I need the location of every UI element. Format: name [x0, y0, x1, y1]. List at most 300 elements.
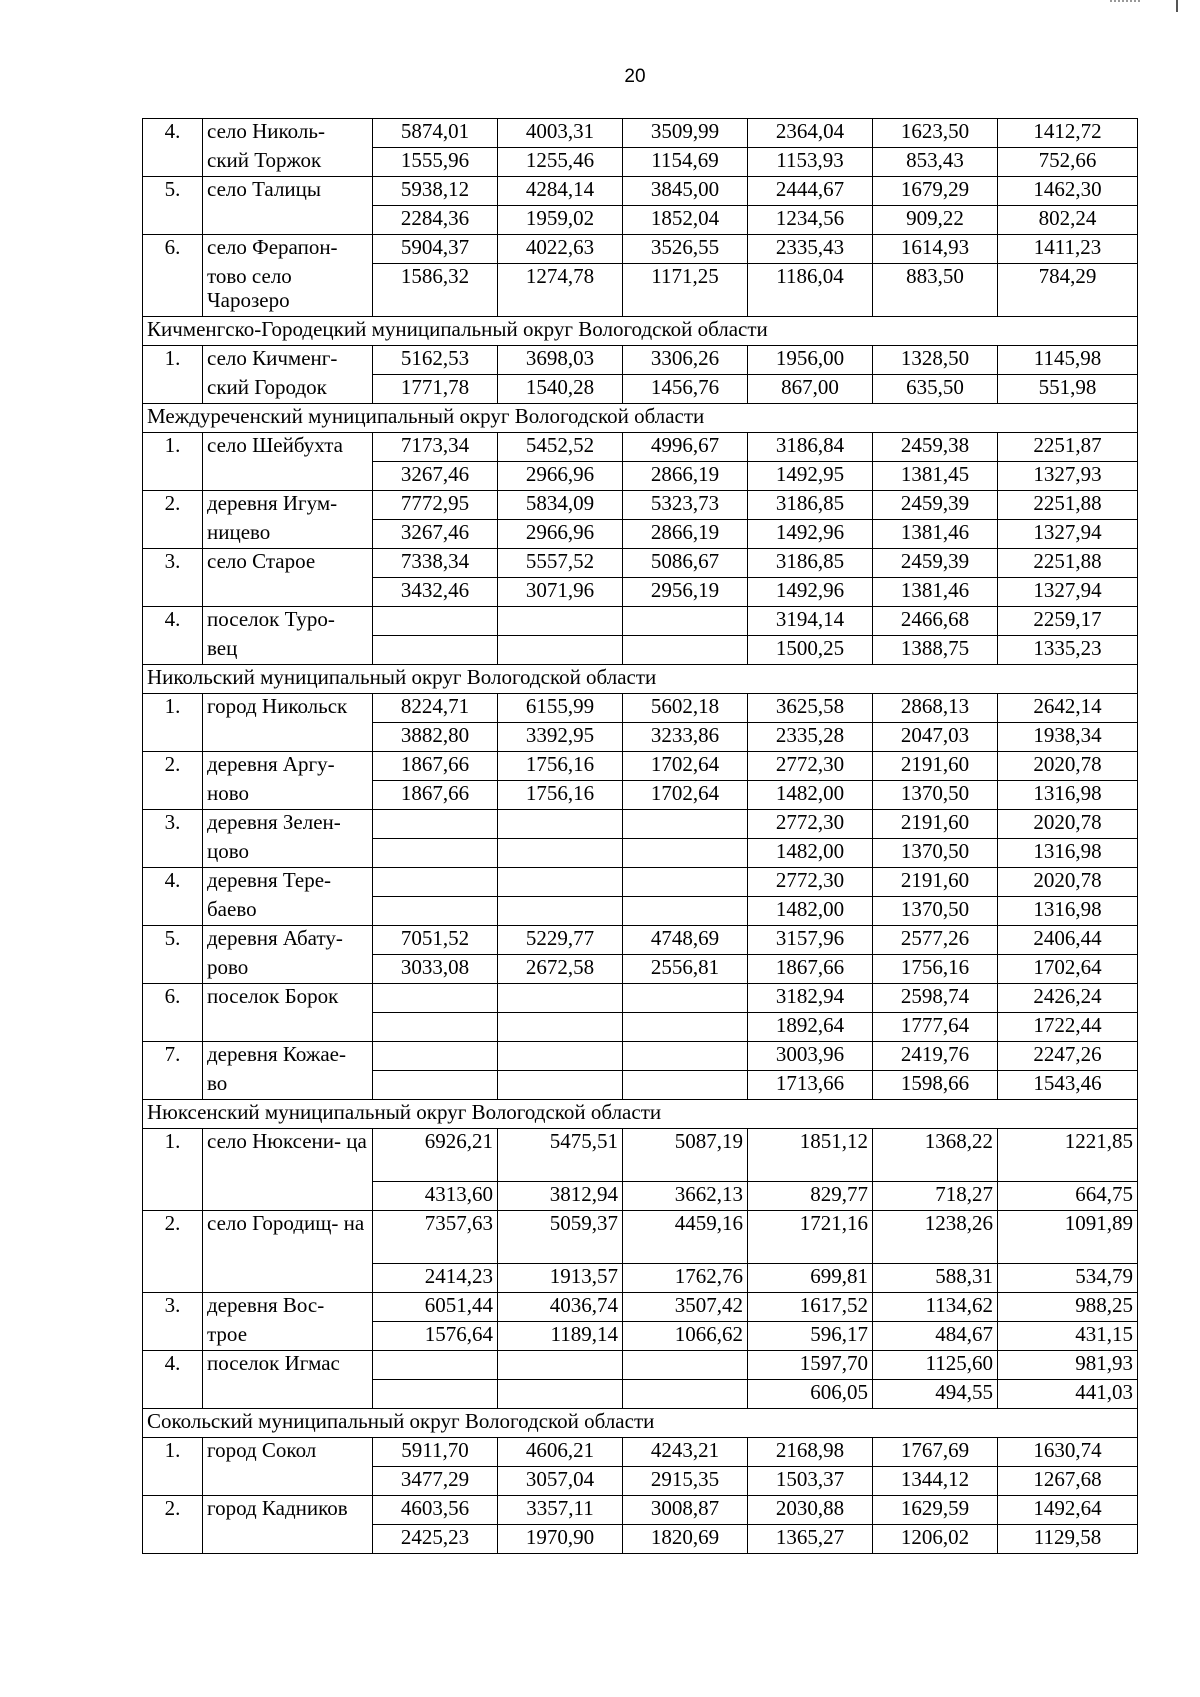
row-number: 6.	[143, 235, 203, 264]
value-cell: 1134,62	[873, 1293, 998, 1322]
settlement-name: село Николь-	[203, 119, 373, 148]
value-cell: 1482,00	[748, 839, 873, 868]
value-cell: 4313,60	[373, 1182, 498, 1211]
value-cell: 2466,68	[873, 607, 998, 636]
value-cell: 5874,01	[373, 119, 498, 148]
value-cell: 1186,04	[748, 264, 873, 317]
table-row	[143, 1525, 1138, 1554]
value-cell: 2459,39	[873, 549, 998, 578]
value-cell: 1153,93	[748, 148, 873, 177]
settlement-name: поселок Игмас	[203, 1351, 373, 1380]
value-cell: 1365,27	[748, 1525, 873, 1554]
settlement-name	[203, 578, 373, 607]
value-cell	[498, 636, 623, 665]
value-cell: 1129,58	[998, 1525, 1138, 1554]
value-cell: 2335,28	[748, 723, 873, 752]
table-row	[143, 752, 1138, 781]
value-cell: 1938,34	[998, 723, 1138, 752]
value-cell: 1388,75	[873, 636, 998, 665]
value-cell	[373, 636, 498, 665]
value-cell: 2030,88	[748, 1496, 873, 1525]
value-cell: 3882,80	[373, 723, 498, 752]
row-number	[143, 1182, 203, 1211]
table-row	[143, 868, 1138, 897]
value-cell: 1327,94	[998, 520, 1138, 549]
row-number: 6.	[143, 984, 203, 1013]
value-cell: 1702,64	[623, 781, 748, 810]
value-cell: 1274,78	[498, 264, 623, 317]
row-number: 1.	[143, 694, 203, 723]
value-cell	[373, 839, 498, 868]
value-cell: 1368,22	[873, 1129, 998, 1182]
settlement-name: трое	[203, 1322, 373, 1351]
value-cell: 484,67	[873, 1322, 998, 1351]
row-number	[143, 375, 203, 404]
value-cell: 6926,21	[373, 1129, 498, 1182]
row-number: 2.	[143, 752, 203, 781]
row-number	[143, 206, 203, 235]
value-cell: 3526,55	[623, 235, 748, 264]
value-cell: 3003,96	[748, 1042, 873, 1071]
value-cell	[498, 1380, 623, 1409]
settlement-name: деревня Аргу-	[203, 752, 373, 781]
value-cell: 2868,13	[873, 694, 998, 723]
table-row	[143, 1496, 1138, 1525]
value-cell: 2915,35	[623, 1467, 748, 1496]
value-cell: 431,15	[998, 1322, 1138, 1351]
settlement-name: село Городищ- на	[203, 1211, 373, 1264]
value-cell: 3157,96	[748, 926, 873, 955]
value-cell: 1970,90	[498, 1525, 623, 1554]
row-number	[143, 839, 203, 868]
row-number: 5.	[143, 926, 203, 955]
value-cell: 494,55	[873, 1380, 998, 1409]
value-cell: 8224,71	[373, 694, 498, 723]
value-cell: 2956,19	[623, 578, 748, 607]
row-number: 4.	[143, 868, 203, 897]
section-title: Междуреченский муниципальный округ Вологодской области	[143, 404, 1138, 433]
value-cell: 1956,00	[748, 346, 873, 375]
value-cell: 1206,02	[873, 1525, 998, 1554]
value-cell: 5452,52	[498, 433, 623, 462]
value-cell: 2459,38	[873, 433, 998, 462]
value-cell: 1820,69	[623, 1525, 748, 1554]
row-number	[143, 520, 203, 549]
table-row	[143, 346, 1138, 375]
value-cell: 1335,23	[998, 636, 1138, 665]
value-cell	[498, 839, 623, 868]
value-cell	[373, 1351, 498, 1380]
section-header-row	[143, 404, 1138, 433]
settlement-name	[203, 1013, 373, 1042]
section-title: Нюксенский муниципальный округ Вологодской области	[143, 1100, 1138, 1129]
settlement-name: ский Городок	[203, 375, 373, 404]
value-cell: 5086,67	[623, 549, 748, 578]
value-cell: 606,05	[748, 1380, 873, 1409]
value-cell: 2772,30	[748, 752, 873, 781]
value-cell: 2966,96	[498, 462, 623, 491]
value-cell: 3194,14	[748, 607, 873, 636]
settlement-name: деревня Зелен-	[203, 810, 373, 839]
table-row	[143, 520, 1138, 549]
settlement-name: деревня Игум-	[203, 491, 373, 520]
value-cell: 1702,64	[623, 752, 748, 781]
settlement-name: ново	[203, 781, 373, 810]
value-cell	[623, 839, 748, 868]
value-cell: 1756,16	[873, 955, 998, 984]
value-cell: 981,93	[998, 1351, 1138, 1380]
value-cell: 1586,32	[373, 264, 498, 317]
settlement-name	[203, 462, 373, 491]
value-cell: 1679,29	[873, 177, 998, 206]
value-cell: 3509,99	[623, 119, 748, 148]
value-cell: 1597,70	[748, 1351, 873, 1380]
value-cell: 5557,52	[498, 549, 623, 578]
value-cell: 988,25	[998, 1293, 1138, 1322]
value-cell: 2414,23	[373, 1264, 498, 1293]
value-cell: 1091,89	[998, 1211, 1138, 1264]
table-row	[143, 206, 1138, 235]
value-cell: 2772,30	[748, 868, 873, 897]
value-cell: 2191,60	[873, 810, 998, 839]
settlement-name: баево	[203, 897, 373, 926]
table-row	[143, 723, 1138, 752]
value-cell: 1255,46	[498, 148, 623, 177]
row-number	[143, 462, 203, 491]
value-cell: 1492,64	[998, 1496, 1138, 1525]
value-cell	[623, 1071, 748, 1100]
row-number	[143, 1071, 203, 1100]
table-row	[143, 1182, 1138, 1211]
value-cell: 5834,09	[498, 491, 623, 520]
value-cell: 1614,93	[873, 235, 998, 264]
value-cell: 1555,96	[373, 148, 498, 177]
value-cell: 2406,44	[998, 926, 1138, 955]
settlement-name: деревня Вос-	[203, 1293, 373, 1322]
settlement-name: село Ферапон-	[203, 235, 373, 264]
value-cell: 2191,60	[873, 868, 998, 897]
value-cell	[623, 607, 748, 636]
value-cell: 2284,36	[373, 206, 498, 235]
value-cell: 635,50	[873, 375, 998, 404]
table-row	[143, 375, 1138, 404]
settlement-name: село Талицы	[203, 177, 373, 206]
value-cell: 1154,69	[623, 148, 748, 177]
value-cell: 2168,98	[748, 1438, 873, 1467]
value-cell: 1482,00	[748, 897, 873, 926]
table-row	[143, 462, 1138, 491]
value-cell: 2672,58	[498, 955, 623, 984]
value-cell: 441,03	[998, 1380, 1138, 1409]
value-cell: 1722,44	[998, 1013, 1138, 1042]
table-row	[143, 119, 1138, 148]
value-cell: 1851,12	[748, 1129, 873, 1182]
table-row	[143, 1211, 1138, 1264]
row-number	[143, 1467, 203, 1496]
value-cell	[498, 1351, 623, 1380]
table-row	[143, 491, 1138, 520]
value-cell	[623, 1380, 748, 1409]
section-header-row	[143, 317, 1138, 346]
value-cell: 1702,64	[998, 955, 1138, 984]
value-cell: 1462,30	[998, 177, 1138, 206]
table-row	[143, 1293, 1138, 1322]
value-cell: 1234,56	[748, 206, 873, 235]
value-cell	[373, 607, 498, 636]
value-cell: 1543,46	[998, 1071, 1138, 1100]
value-cell: 2556,81	[623, 955, 748, 984]
value-cell: 3071,96	[498, 578, 623, 607]
row-number: 3.	[143, 810, 203, 839]
value-cell: 5911,70	[373, 1438, 498, 1467]
value-cell: 2251,88	[998, 549, 1138, 578]
value-cell: 1189,14	[498, 1322, 623, 1351]
value-cell: 2866,19	[623, 462, 748, 491]
value-cell: 1482,00	[748, 781, 873, 810]
value-cell: 1412,72	[998, 119, 1138, 148]
table-row	[143, 984, 1138, 1013]
value-cell: 1576,64	[373, 1322, 498, 1351]
value-cell: 1492,95	[748, 462, 873, 491]
value-cell: 1867,66	[373, 752, 498, 781]
row-number: 1.	[143, 433, 203, 462]
value-cell: 2419,76	[873, 1042, 998, 1071]
settlement-name: поселок Борок	[203, 984, 373, 1013]
table-row	[143, 1264, 1138, 1293]
value-cell: 3186,84	[748, 433, 873, 462]
value-cell: 551,98	[998, 375, 1138, 404]
row-number: 2.	[143, 1211, 203, 1264]
value-cell	[498, 897, 623, 926]
settlement-name: во	[203, 1071, 373, 1100]
value-cell: 1456,76	[623, 375, 748, 404]
value-cell: 5475,51	[498, 1129, 623, 1182]
value-cell: 4603,56	[373, 1496, 498, 1525]
value-cell: 1316,98	[998, 897, 1138, 926]
settlement-name: цово	[203, 839, 373, 868]
value-cell: 1756,16	[498, 781, 623, 810]
value-cell: 3812,94	[498, 1182, 623, 1211]
table-row	[143, 578, 1138, 607]
settlement-name	[203, 206, 373, 235]
settlement-name: тово село Чарозеро	[203, 264, 373, 317]
settlement-name: город Кадников	[203, 1496, 373, 1525]
value-cell: 3057,04	[498, 1467, 623, 1496]
value-cell: 2047,03	[873, 723, 998, 752]
table-row	[143, 636, 1138, 665]
section-header-row	[143, 1100, 1138, 1129]
value-cell: 2444,67	[748, 177, 873, 206]
value-cell: 5229,77	[498, 926, 623, 955]
scan-edge-mark	[1110, 0, 1140, 5]
settlement-name: вец	[203, 636, 373, 665]
settlement-name: село Нюксени- ца	[203, 1129, 373, 1182]
row-number: 3.	[143, 1293, 203, 1322]
value-cell: 596,17	[748, 1322, 873, 1351]
value-cell	[623, 1042, 748, 1071]
row-number: 4.	[143, 607, 203, 636]
table-row	[143, 694, 1138, 723]
value-cell: 883,50	[873, 264, 998, 317]
value-cell: 7173,34	[373, 433, 498, 462]
table-row	[143, 810, 1138, 839]
value-cell: 4606,21	[498, 1438, 623, 1467]
row-number	[143, 264, 203, 317]
table-row	[143, 781, 1138, 810]
table-row	[143, 1129, 1138, 1182]
row-number: 1.	[143, 1129, 203, 1182]
value-cell	[373, 984, 498, 1013]
section-header-row	[143, 1409, 1138, 1438]
value-cell: 1777,64	[873, 1013, 998, 1042]
value-cell: 4003,31	[498, 119, 623, 148]
row-number	[143, 1525, 203, 1554]
settlement-name: город Сокол	[203, 1438, 373, 1467]
value-cell: 909,22	[873, 206, 998, 235]
table-row	[143, 1438, 1138, 1467]
value-cell	[498, 984, 623, 1013]
value-cell: 2577,26	[873, 926, 998, 955]
section-title: Никольский муниципальный округ Вологодской области	[143, 665, 1138, 694]
settlement-name: деревня Абату-	[203, 926, 373, 955]
value-cell: 2425,23	[373, 1525, 498, 1554]
value-cell: 2191,60	[873, 752, 998, 781]
value-cell: 1492,96	[748, 520, 873, 549]
value-cell: 5602,18	[623, 694, 748, 723]
value-cell	[623, 810, 748, 839]
value-cell: 1771,78	[373, 375, 498, 404]
table-row	[143, 1013, 1138, 1042]
value-cell: 1327,93	[998, 462, 1138, 491]
value-cell: 534,79	[998, 1264, 1138, 1293]
value-cell: 1344,12	[873, 1467, 998, 1496]
value-cell: 7051,52	[373, 926, 498, 955]
row-number	[143, 1322, 203, 1351]
value-cell: 3662,13	[623, 1182, 748, 1211]
value-cell: 2426,24	[998, 984, 1138, 1013]
value-cell: 664,75	[998, 1182, 1138, 1211]
settlement-name	[203, 1380, 373, 1409]
table-row	[143, 1322, 1138, 1351]
table-row	[143, 433, 1138, 462]
value-cell: 588,31	[873, 1264, 998, 1293]
row-number: 1.	[143, 346, 203, 375]
value-cell: 1852,04	[623, 206, 748, 235]
value-cell: 1959,02	[498, 206, 623, 235]
value-cell: 1370,50	[873, 781, 998, 810]
value-cell: 1327,94	[998, 578, 1138, 607]
table-row	[143, 926, 1138, 955]
value-cell: 1492,96	[748, 578, 873, 607]
value-cell: 2020,78	[998, 810, 1138, 839]
table-row	[143, 264, 1138, 317]
settlement-name: село Шейбухта	[203, 433, 373, 462]
value-cell: 752,66	[998, 148, 1138, 177]
settlement-name	[203, 1525, 373, 1554]
value-cell	[373, 1380, 498, 1409]
value-cell	[498, 1042, 623, 1071]
value-cell: 3233,86	[623, 723, 748, 752]
settlement-name: деревня Кожае-	[203, 1042, 373, 1071]
value-cell: 1500,25	[748, 636, 873, 665]
value-cell: 2772,30	[748, 810, 873, 839]
table-row	[143, 177, 1138, 206]
value-cell: 3432,46	[373, 578, 498, 607]
value-cell: 3186,85	[748, 491, 873, 520]
value-cell: 3392,95	[498, 723, 623, 752]
value-cell	[373, 1071, 498, 1100]
settlement-name: ницево	[203, 520, 373, 549]
value-cell: 1370,50	[873, 897, 998, 926]
settlement-name: деревня Тере-	[203, 868, 373, 897]
value-cell: 1370,50	[873, 839, 998, 868]
value-cell: 3033,08	[373, 955, 498, 984]
value-cell: 3267,46	[373, 462, 498, 491]
value-cell	[623, 1013, 748, 1042]
value-cell: 1867,66	[373, 781, 498, 810]
value-cell: 784,29	[998, 264, 1138, 317]
settlement-name: село Кичменг-	[203, 346, 373, 375]
row-number	[143, 1264, 203, 1293]
section-title: Кичменгско-Городецкий муниципальный округ Вологодской области	[143, 317, 1138, 346]
settlement-name	[203, 1264, 373, 1293]
value-cell	[623, 1351, 748, 1380]
value-cell: 3698,03	[498, 346, 623, 375]
value-cell: 802,24	[998, 206, 1138, 235]
table-row	[143, 1071, 1138, 1100]
value-cell: 2642,14	[998, 694, 1138, 723]
value-cell	[498, 607, 623, 636]
value-cell	[498, 1013, 623, 1042]
settlement-name: поселок Туро-	[203, 607, 373, 636]
value-cell	[623, 984, 748, 1013]
value-cell: 3477,29	[373, 1467, 498, 1496]
value-cell: 1381,45	[873, 462, 998, 491]
value-cell: 867,00	[748, 375, 873, 404]
value-cell: 7772,95	[373, 491, 498, 520]
tariff-table	[142, 118, 1138, 1554]
row-number	[143, 1013, 203, 1042]
value-cell: 1892,64	[748, 1013, 873, 1042]
value-cell: 699,81	[748, 1264, 873, 1293]
value-cell: 3845,00	[623, 177, 748, 206]
row-number: 7.	[143, 1042, 203, 1071]
scan-edge-line	[1176, 0, 1178, 12]
value-cell: 1630,74	[998, 1438, 1138, 1467]
value-cell	[623, 897, 748, 926]
value-cell: 1617,52	[748, 1293, 873, 1322]
value-cell: 2020,78	[998, 752, 1138, 781]
value-cell: 1913,57	[498, 1264, 623, 1293]
table-row	[143, 955, 1138, 984]
table-row	[143, 897, 1138, 926]
table-row	[143, 607, 1138, 636]
value-cell: 3357,11	[498, 1496, 623, 1525]
section-title: Сокольский муниципальный округ Вологодской области	[143, 1409, 1138, 1438]
table-row	[143, 148, 1138, 177]
table-row	[143, 1380, 1138, 1409]
value-cell	[373, 868, 498, 897]
row-number	[143, 723, 203, 752]
row-number	[143, 636, 203, 665]
settlement-name	[203, 723, 373, 752]
value-cell	[373, 897, 498, 926]
value-cell: 2247,26	[998, 1042, 1138, 1071]
value-cell: 2866,19	[623, 520, 748, 549]
value-cell: 4284,14	[498, 177, 623, 206]
settlement-name	[203, 1467, 373, 1496]
value-cell: 1267,68	[998, 1467, 1138, 1496]
